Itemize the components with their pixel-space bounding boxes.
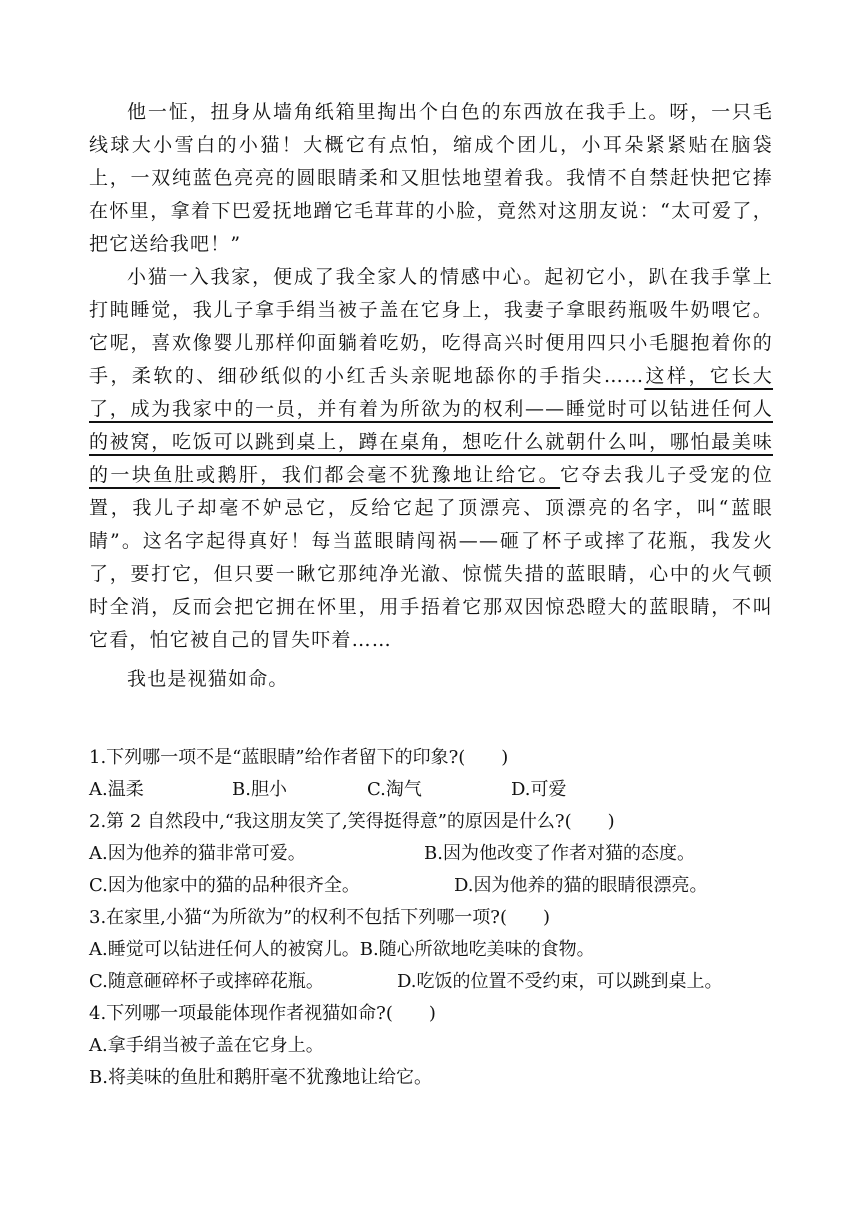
option-row — [89, 1030, 779, 1062]
question-stem: 3.在家里,小猫“为所欲为”的权利不包括下列哪一项?( ) — [89, 907, 550, 928]
option-d: D.吃饭的位置不受约束，可以跳到桌上。 — [397, 971, 723, 992]
question-3 — [89, 902, 779, 998]
question-2 — [89, 806, 779, 902]
passage-paragraph-1: 他一怔，扭身从墙角纸箱里掏出个白色的东西放在我手上。呀，一只毛线球大小雪白的小猫！大概它有点怕，缩成个团儿，小耳朵紧紧贴在脑袋上，一双纯蓝色亮亮的圆眼睛柔和又胆怯地望着我。我情不自禁赶快把它捧在怀里，拿着下巴爱抚地蹭它毛茸茸的小脸，竟然对这朋友说：“太可爱了，把它送给我吧！” — [89, 101, 773, 255]
question-list — [89, 742, 779, 1094]
option-c: C.随意砸碎杯子或摔碎花瓶。 — [89, 971, 324, 992]
question-stem: 1.下列哪一项不是“蓝眼睛”给作者留下的印象?( ) — [89, 747, 509, 768]
option-d: D.可爱 — [511, 779, 567, 800]
passage-paragraph-2-start: 小猫一入我家，便成了我全家人的情感中心。起初它小，趴在我手掌上打盹睡觉，我儿子拿手绢当被子盖在它身上，我妻子拿眼药瓶吸牛奶喂它。它呢，喜欢像婴儿那样仰面躺着吃奶，吃得高兴时便用四只小毛腿抱着你的手，柔软的、细砂纸似的小红舌头亲昵地舔你的手指尖…… — [89, 266, 773, 387]
passage-paragraph-3: 我也是视猫如命。 — [127, 668, 289, 690]
option-a-b: A.睡觉可以钻进任何人的被窝儿。B.随心所欲地吃美味的食物。 — [89, 939, 595, 960]
option-c: C.因为他家中的猫的品种很齐全。 — [89, 875, 360, 896]
option-row — [89, 1062, 779, 1094]
option-row — [89, 838, 779, 870]
option-a: A.因为他养的猫非常可爱。 — [89, 843, 306, 864]
question-4 — [89, 998, 779, 1094]
option-row — [89, 966, 779, 998]
option-row — [89, 870, 779, 902]
option-a: A.温柔 — [89, 779, 144, 800]
passage-paragraph-2-end: 它夺去我儿子受宠的位置，我儿子却毫不妒忌它，反给它起了顶漂亮、顶漂亮的名字，叫“蓝眼睛”。这名字起得真好！每当蓝眼睛闯祸——砸了杯子或摔了花瓶，我发火了，要打它，但只要一瞅它那纯净光澈、惊慌失措的蓝眼睛，心中的火气顿时全消，反而会把它拥在怀里，用手捂着它那双因惊恐瞪大的蓝眼睛，不叫它看，怕它被自己的冒失吓着…… — [89, 464, 773, 651]
option-row — [89, 934, 779, 966]
question-stem: 4.下列哪一项最能体现作者视猫如命?( ) — [89, 1003, 436, 1024]
option-b: B.胆小 — [232, 779, 287, 800]
underlined-sentence: 这样，它长大了，成为我家中的一员，并有着为所欲为的权利——睡觉时可以钻进任何人的被窝，吃饭可以跳到桌上，蹲在桌角，想吃什么就朝什么叫，哪怕最美味的一块鱼肚或鹅肝，我们都会毫不犹豫地让给它。 — [89, 365, 774, 486]
option-c: C.淘气 — [367, 779, 422, 800]
option-row — [89, 774, 779, 806]
option-a: A.拿手绢当被子盖在它身上。 — [89, 1035, 324, 1056]
option-d: D.因为他养的猫的眼睛很漂亮。 — [454, 875, 708, 896]
question-1 — [89, 742, 779, 806]
passage-paragraph-2 — [89, 261, 773, 657]
question-stem: 2.第 2 自然段中,“我这朋友笑了,笑得挺得意”的原因是什么?( ) — [89, 811, 615, 832]
option-b: B.将美味的鱼肚和鹅肝毫不犹豫地让给它。 — [89, 1067, 432, 1088]
reading-passage — [89, 96, 773, 696]
option-b: B.因为他改变了作者对猫的态度。 — [424, 843, 695, 864]
